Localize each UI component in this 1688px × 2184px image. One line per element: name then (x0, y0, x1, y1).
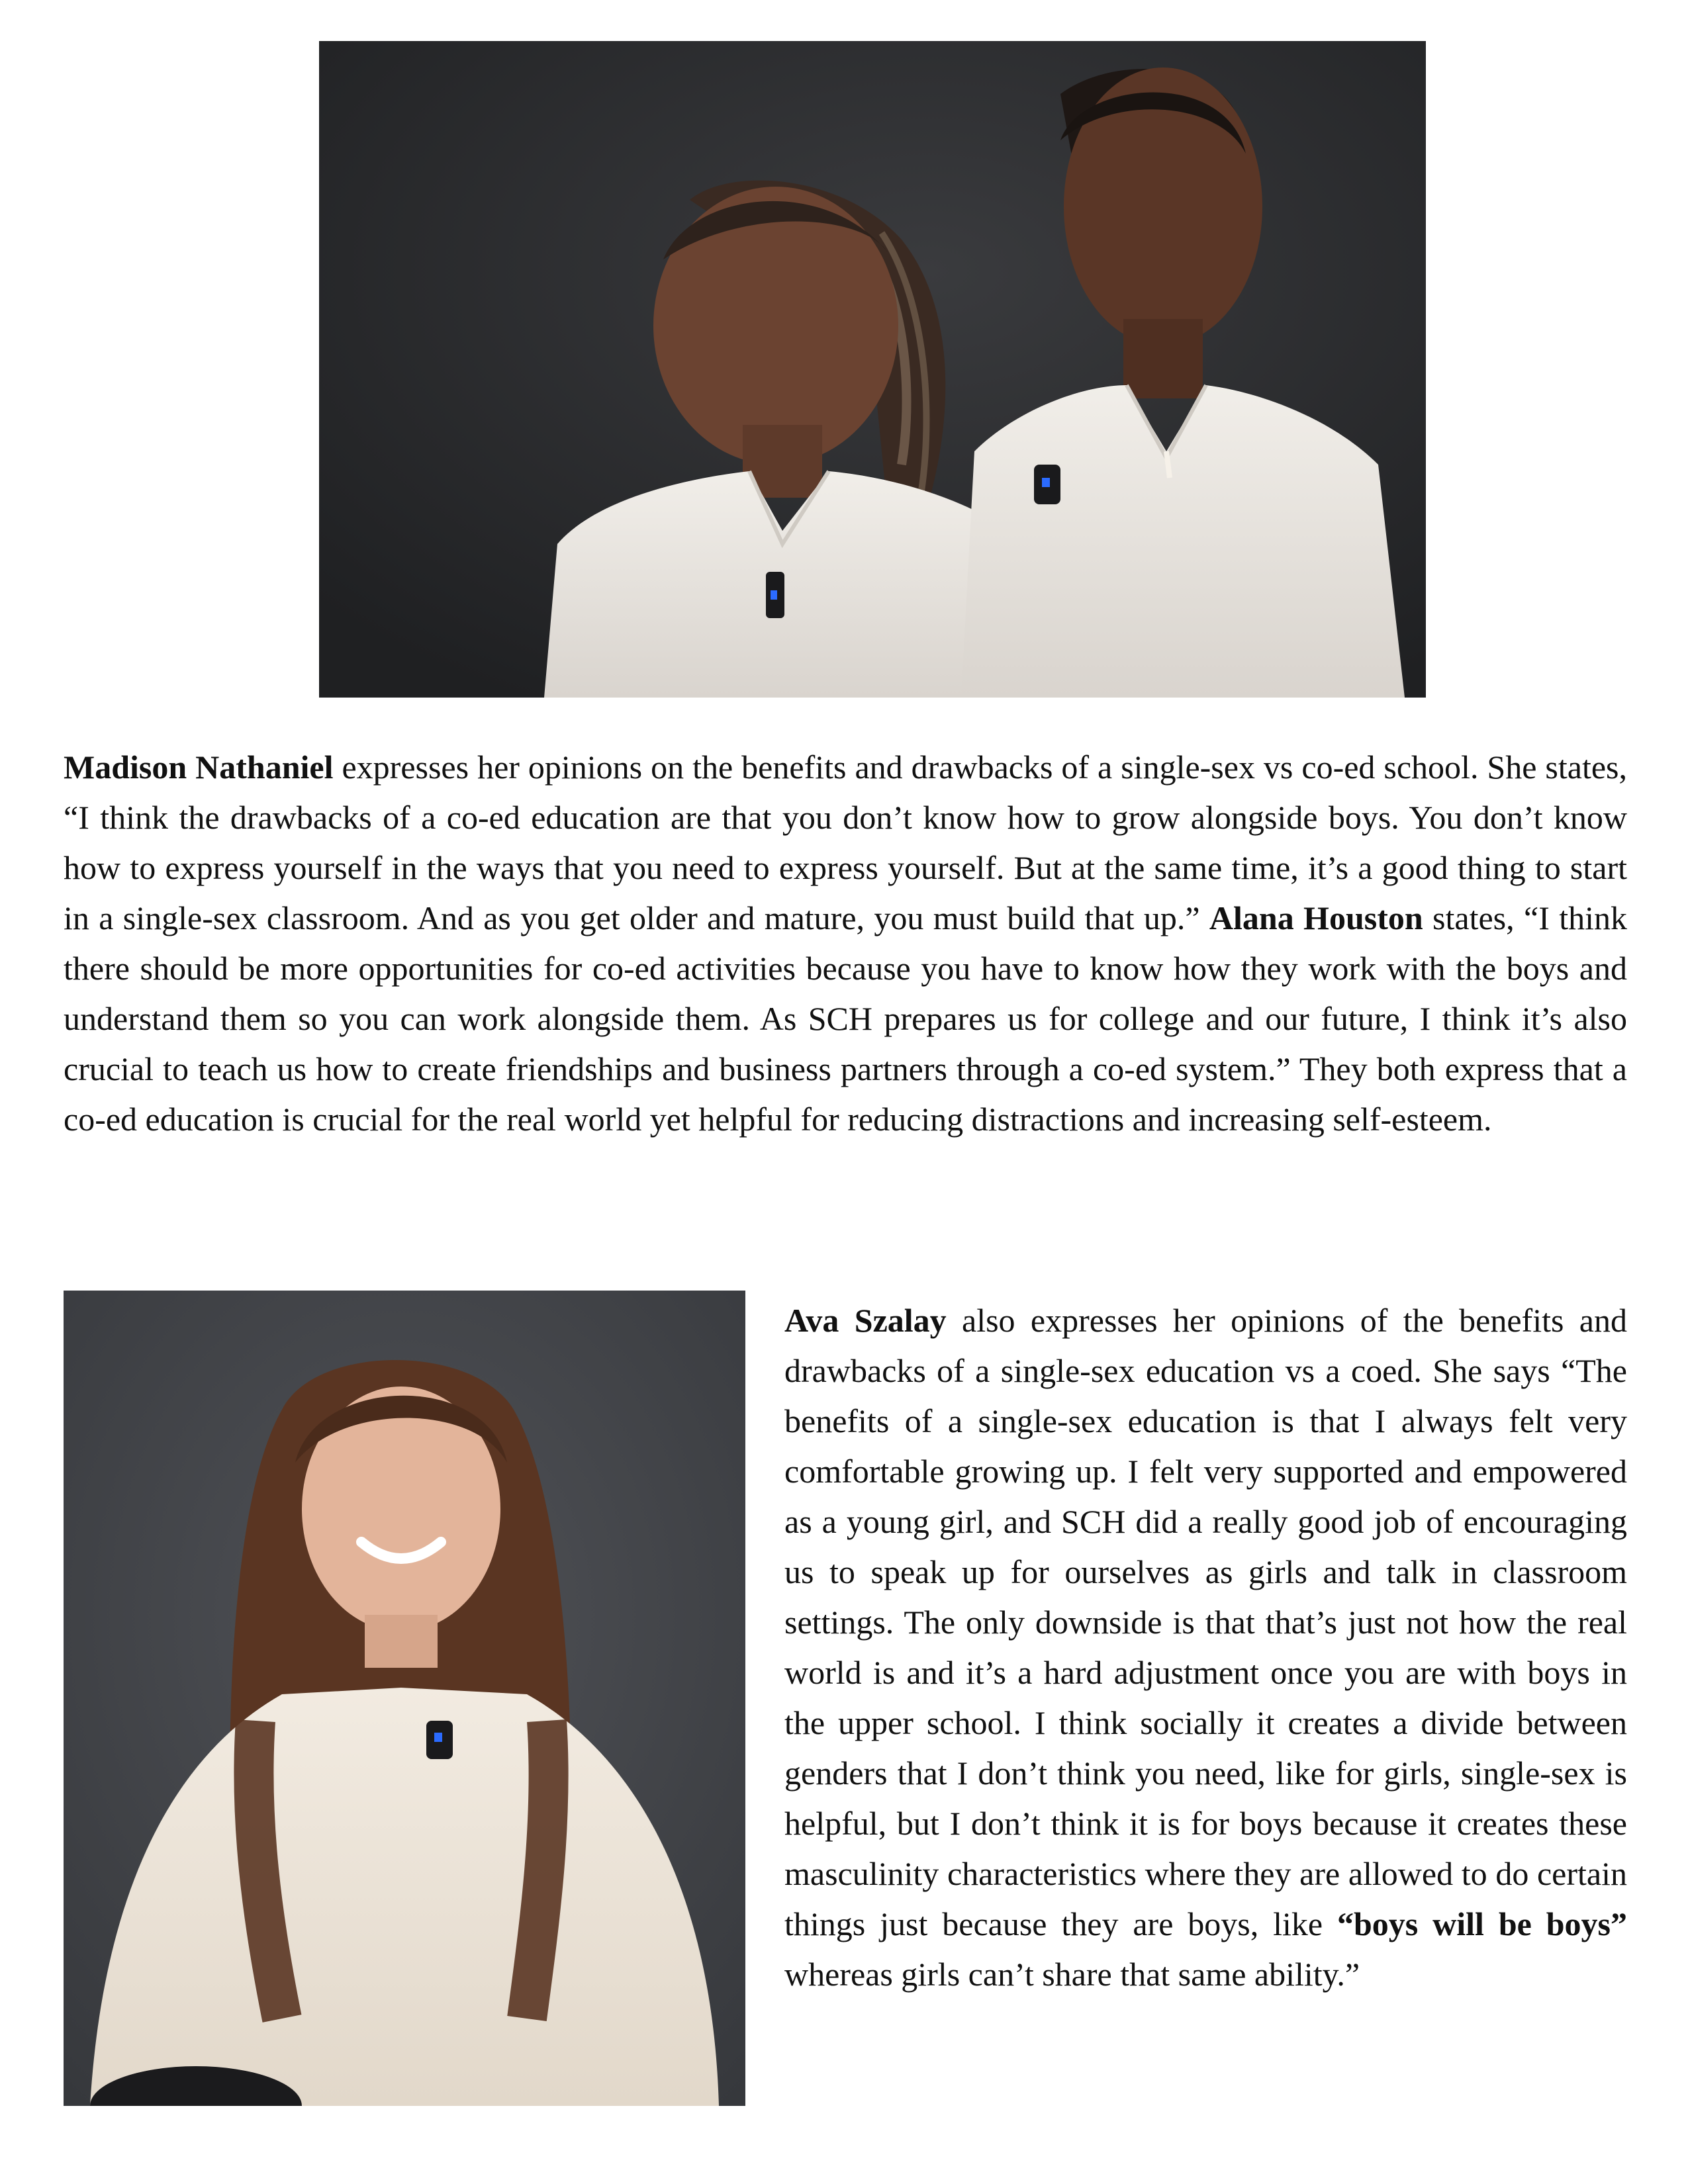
two-students-illustration (319, 41, 1426, 698)
name-ava: Ava Szalay (784, 1302, 947, 1339)
paragraph-2-text-b: whereas girls can’t share that same ability.” (784, 1956, 1360, 1993)
paragraph-1-text-b: states, “I think there should be more opportunities for co-ed activities because you have to know how they work with the boys and understand them so you can work alongside them. As SCH prepares us for college and our future, I think it’s also crucial to teach us how to create friendships and business partners through a co-ed system.” They both express that a co-ed education is crucial for the real world yet helpful for reducing distractions and increasing self-esteem. (64, 899, 1627, 1138)
paragraph-madison-alana (64, 742, 1627, 1144)
student-ava-illustration (64, 1291, 745, 2106)
paragraph-ava (784, 1295, 1627, 1999)
photo-two-students (319, 41, 1426, 698)
paragraph-2-text-a: also expresses her opinions of the benefits and drawbacks of a single-sex education vs a coed. She says “The benefits of a single-sex education is that I always felt very comfortable growing up. I felt very supported and empowered as a young girl, and SCH did a really good job of encouraging us to speak up for ourselves as girls and talk in classroom settings. The only downside is that that’s just not how the real world is and it’s a hard adjustment once you are with boys in the upper school. I think socially it creates a divide between genders that I don’t think you need, like for girls, single-sex is helpful, but I don’t think it is for boys because it creates these masculinity characteristics where they are allowed to do certain things just because they are boys, like (784, 1302, 1627, 1942)
photo-student-ava (64, 1291, 745, 2106)
paragraph-1-text-a: expresses her opinions on the benefits and drawbacks of a single-sex vs co-ed school. She states, “I think the drawbacks of a co-ed education are that you don’t know how to grow alongside boys. You don’t know how to express yourself in the ways that you need to express yourself. But at the same time, it’s a good thing to start in a single-sex classroom. And as you get older and mature, you must build that up.” (64, 749, 1627, 936)
quote-boys-will-be-boys: “boys will be boys” (1337, 1905, 1627, 1942)
name-alana: Alana Houston (1209, 899, 1423, 936)
name-madison: Madison Nathaniel (64, 749, 334, 786)
